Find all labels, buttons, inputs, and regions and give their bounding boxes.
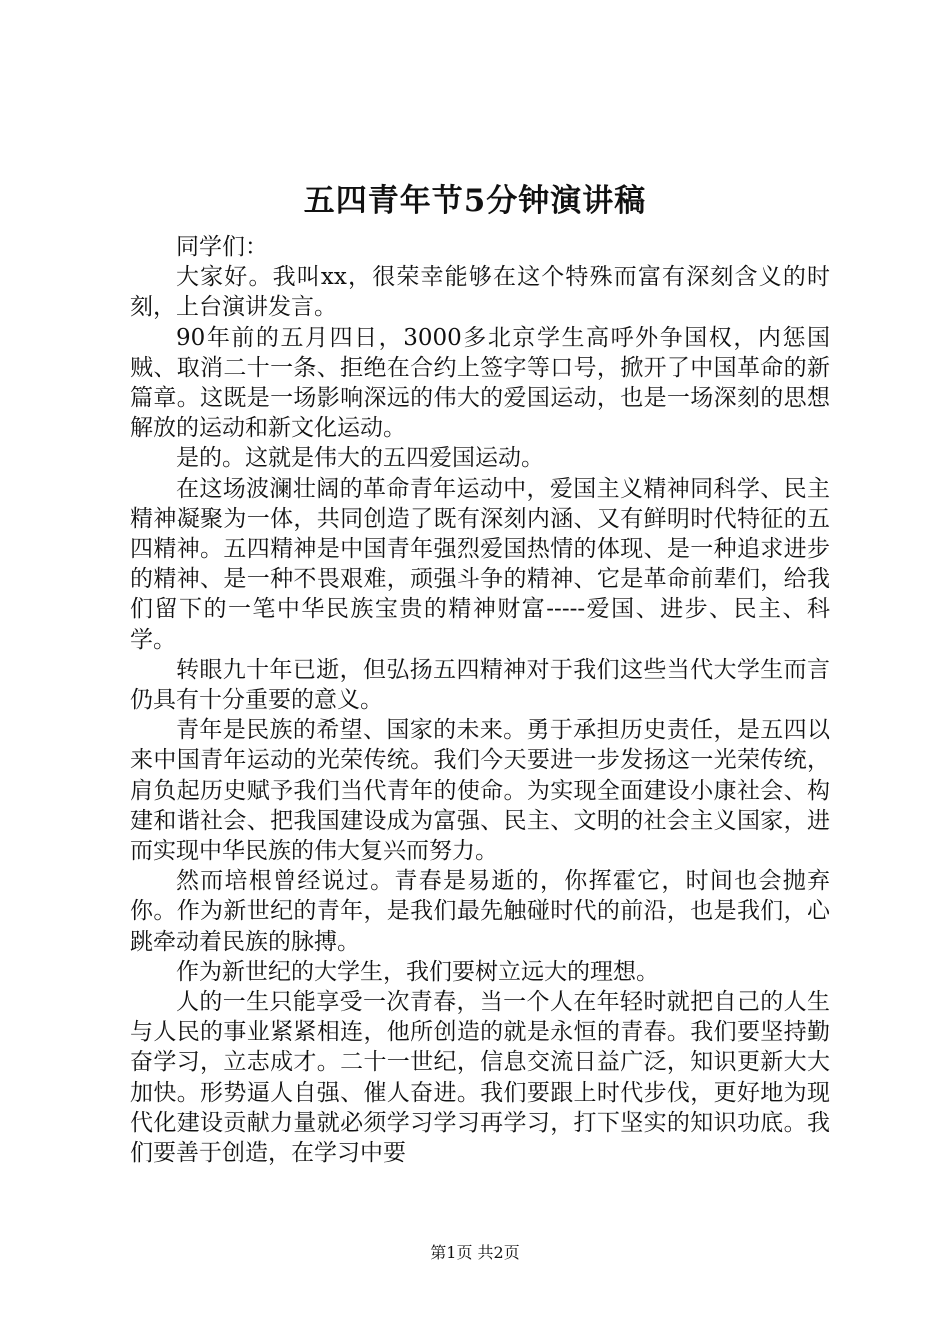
paragraph-significance: 转眼九十年已逝，但弘扬五四精神对于我们这些当代大学生而言仍具有十分重要的意义。 [130, 656, 830, 714]
paragraph-ideals: 作为新世纪的大学生，我们要树立远大的理想。 [176, 958, 659, 985]
paragraph-greeting: 同学们： [176, 234, 268, 260]
paragraph-study: 人的一生只能享受一次青春，当一个人在年轻时就把自己的人生与人民的事业紧紧相连，他所创造的就是永恒的青春。我们要坚持勤奋学习，立志成才。二十一世纪，信息交流日益广泛，知识更新大大加快。形势逼人自强、催人奋进。我们要跟上时代步伐，更好地为现代化建设贡献力量就必须学习学习再学习，打下坚实的知识功底。我们要善于创造，在学习中要 [130, 989, 830, 1167]
page-footer: 第1页 共2页 [430, 1243, 520, 1262]
paragraph-affirmation: 是的。这就是伟大的五四爱国运动。 [176, 445, 544, 472]
document-title: 五四青年节5分钟演讲稿 [303, 183, 647, 219]
paragraph-introduction: 大家好。我叫xx，很荣幸能够在这个特殊而富有深刻含义的时刻，上台演讲发言。 [130, 264, 830, 321]
paragraph-may-fourth-spirit: 在这场波澜壮阔的革命青年运动中，爱国主义精神同科学、民主精神凝聚为一体，共同创造了既有深刻内涵、又有鲜明时代特征的五四精神。五四精神是中国青年强烈爱国热情的体现、是一种追求进步的精神、是一种不畏艰难，顽强斗争的精神、它是革命前辈们，给我们留下的一笔中华民族宝贵的精神财富-----爱国、进步、民主、科学。 [130, 475, 830, 653]
document-body [130, 232, 830, 1168]
paragraph-youth-mission: 青年是民族的希望、国家的未来。勇于承担历史责任，是五四以来中国青年运动的光荣传统。我们今天要进一步发扬这一光荣传统，肩负起历史赋予我们当代青年的使命。为实现全面建设小康社会、构建和谐社会、把我国建设成为富强、民主、文明的社会主义国家，进而实现中华民族的伟大复兴而努力。 [130, 717, 830, 865]
paragraph-history: 90年前的五月四日，3000多北京学生高呼外争国权，内惩国贼、取消二十一条、拒绝在合约上签字等口号，掀开了中国革命的新篇章。这既是一场影响深远的伟大的爱国运动，也是一场深刻的思想解放的运动和新文化运动。 [130, 324, 830, 442]
paragraph-bacon-quote: 然而培根曾经说过。青春是易逝的，你挥霍它，时间也会抛弃你。作为新世纪的青年，是我们最先触碰时代的前沿，也是我们，心跳牵动着民族的脉搏。 [130, 868, 830, 955]
